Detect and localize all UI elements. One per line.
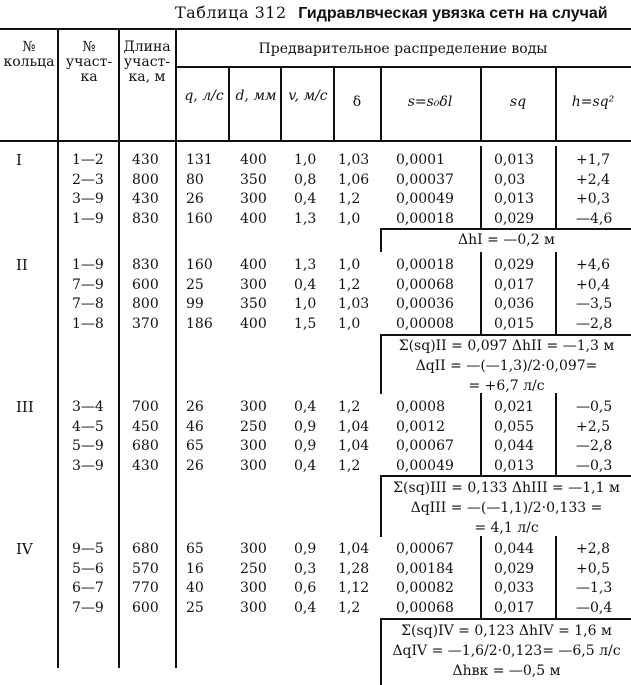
cell-length: 770 [132, 580, 159, 596]
cell-v: 0,4 [294, 276, 317, 293]
cell-h: —2,8 [576, 315, 613, 332]
ring-summary-line: = +6,7 л/с [468, 378, 545, 394]
cell-length: 600 [132, 276, 159, 293]
cell-d: 300 [240, 580, 267, 596]
header-ring [3, 40, 55, 70]
cell-sq: 0,013 [494, 191, 535, 207]
ring-summary-line: Δhвк = —0,5 м [452, 663, 561, 679]
cell-sq: 0,021 [494, 399, 535, 415]
cell-delta: 1,04 [338, 418, 370, 435]
cell-h: —2,8 [576, 438, 613, 454]
cell-section: 9—5 [72, 541, 104, 557]
cell-h: +0,4 [576, 276, 610, 293]
cell-section: 7—9 [72, 599, 104, 616]
cell-s: 0,00018 [396, 210, 454, 227]
ring-summary-line: Σ(sq)IV = 0,123 ΔhIV = 1,6 м [401, 623, 612, 639]
cell-section: 4—5 [72, 418, 104, 435]
cell-section: 3—4 [72, 399, 104, 415]
cell-sq: 0,029 [494, 257, 535, 273]
cell-length: 430 [132, 457, 159, 474]
ring-label: III [16, 398, 34, 416]
header-sq: sq [509, 94, 527, 110]
cell-h: +1,7 [576, 152, 610, 168]
cell-v: 0,8 [294, 171, 317, 188]
cell-v: 0,9 [294, 541, 317, 557]
ring-summary-line: ΔhI = —0,2 м [458, 232, 555, 248]
cell-v: 0,9 [294, 418, 317, 435]
cell-length: 430 [132, 152, 159, 168]
cell-d: 400 [240, 257, 267, 273]
header-q: q, л/с [184, 88, 224, 104]
cell-sq: 0,029 [494, 560, 535, 577]
cell-length: 800 [132, 171, 159, 188]
cell-s: 0,00018 [396, 257, 454, 273]
cell-section: 1—9 [72, 257, 104, 273]
cell-h: —3,5 [576, 296, 613, 312]
ring-label: I [16, 151, 22, 169]
cell-section: 6—7 [72, 580, 104, 596]
cell-length: 600 [132, 599, 159, 616]
cell-s: 0,00082 [396, 580, 454, 596]
cell-length: 430 [132, 191, 159, 207]
header-section [62, 40, 116, 85]
header-length-label: Длина участка, м [123, 39, 171, 85]
cell-q: 65 [186, 541, 204, 557]
cell-h: —4,6 [576, 210, 613, 227]
ring-summary-line: ΔqII = —(—1,3)/2·0,097= [415, 358, 598, 374]
cell-section: 1—8 [72, 315, 104, 332]
header-d: d, мм [235, 88, 277, 104]
cell-sq: 0,055 [494, 418, 535, 435]
table-caption [175, 3, 608, 23]
cell-s: 0,00036 [396, 296, 454, 312]
cell-sq: 0,044 [494, 541, 535, 557]
cell-v: 1,5 [294, 315, 317, 332]
cell-d: 400 [240, 315, 267, 332]
cell-length: 680 [132, 541, 159, 557]
cell-v: 1,0 [294, 152, 317, 168]
cell-length: 370 [132, 315, 159, 332]
header-h: h=sq² [571, 94, 615, 110]
cell-length: 450 [132, 418, 159, 435]
cell-h: —0,3 [576, 457, 613, 474]
cell-v: 1,0 [294, 296, 317, 312]
cell-s: 0,00184 [396, 560, 454, 577]
cell-v: 1,3 [294, 257, 317, 273]
cell-s: 0,00037 [396, 171, 454, 188]
cell-q: 25 [186, 276, 204, 293]
cell-sq: 0,013 [494, 152, 535, 168]
cell-length: 700 [132, 399, 159, 415]
cell-delta: 1,03 [338, 152, 370, 168]
cell-q: 65 [186, 438, 204, 454]
cell-q: 160 [186, 210, 213, 227]
cell-d: 300 [240, 457, 267, 474]
ring-summary-line: ΔqIII = —(—1,1)/2·0,133 = [410, 500, 603, 516]
cell-delta: 1,04 [338, 541, 370, 557]
cell-delta: 1,0 [338, 315, 361, 332]
cell-v: 0,4 [294, 399, 317, 415]
cell-s: 0,00049 [396, 191, 454, 207]
cell-v: 0,4 [294, 457, 317, 474]
cell-h: —0,5 [576, 399, 613, 415]
cell-section: 3—9 [72, 457, 104, 474]
cell-h: +0,3 [576, 191, 610, 207]
header-s: s=s₀δl [407, 94, 453, 110]
cell-s: 0,0012 [396, 418, 445, 435]
header-group: Предварительное распределение воды [258, 41, 548, 57]
cell-q: 186 [186, 315, 213, 332]
cell-h: +4,6 [576, 257, 610, 273]
cell-q: 40 [186, 580, 204, 596]
cell-section: 1—9 [72, 210, 104, 227]
cell-delta: 1,28 [338, 560, 370, 577]
cell-s: 0,00068 [396, 599, 454, 616]
cell-q: 26 [186, 457, 204, 474]
ring-summary-line: ΔqIV = —1,6/2·0,123= —6,5 л/с [392, 643, 621, 659]
cell-length: 800 [132, 296, 159, 312]
cell-length: 830 [132, 257, 159, 273]
cell-h: +0,5 [576, 560, 610, 577]
cell-h: +2,8 [576, 541, 610, 557]
cell-q: 25 [186, 599, 204, 616]
cell-v: 1,3 [294, 210, 317, 227]
ring-summary-line: Σ(sq)III = 0,133 ΔhIII = —1,1 м [393, 480, 620, 496]
header-ring-label: № кольца [3, 39, 55, 70]
cell-s: 0,0008 [396, 399, 445, 415]
cell-h: —0,4 [576, 599, 613, 616]
cell-length: 570 [132, 560, 159, 577]
cell-d: 400 [240, 210, 267, 227]
ring-label: II [16, 256, 28, 274]
header-delta: δ [352, 94, 362, 110]
cell-section: 1—2 [72, 152, 104, 168]
cell-d: 300 [240, 399, 267, 415]
cell-q: 16 [186, 560, 204, 577]
table-title: Гидравлвческая увязка сетн на случай [298, 5, 608, 22]
cell-delta: 1,2 [338, 457, 361, 474]
cell-q: 26 [186, 191, 204, 207]
cell-d: 250 [240, 560, 267, 577]
cell-section: 5—9 [72, 438, 104, 454]
cell-delta: 1,0 [338, 257, 361, 273]
cell-d: 300 [240, 599, 267, 616]
cell-delta: 1,2 [338, 599, 361, 616]
cell-sq: 0,013 [494, 457, 535, 474]
cell-s: 0,00068 [396, 276, 454, 293]
cell-section: 7—8 [72, 296, 104, 312]
cell-delta: 1,06 [338, 171, 370, 188]
cell-sq: 0,033 [494, 580, 535, 596]
cell-delta: 1,0 [338, 210, 361, 227]
cell-sq: 0,044 [494, 438, 535, 454]
cell-s: 0,00008 [396, 315, 454, 332]
cell-s: 0,00067 [396, 541, 454, 557]
cell-sq: 0,017 [494, 599, 535, 616]
cell-d: 300 [240, 541, 267, 557]
header-section-label: № участка [65, 39, 113, 85]
cell-d: 250 [240, 418, 267, 435]
cell-d: 350 [240, 171, 267, 188]
cell-length: 680 [132, 438, 159, 454]
cell-h: +2,4 [576, 171, 610, 188]
table-number: Таблица 312 [175, 3, 287, 22]
cell-q: 26 [186, 399, 204, 415]
cell-v: 0,3 [294, 560, 317, 577]
cell-sq: 0,029 [494, 210, 535, 227]
header-length [120, 40, 174, 85]
cell-q: 131 [186, 152, 213, 168]
cell-s: 0,00049 [396, 457, 454, 474]
cell-section: 7—9 [72, 276, 104, 293]
cell-h: +2,5 [576, 418, 610, 435]
cell-h: —1,3 [576, 580, 613, 596]
cell-d: 300 [240, 276, 267, 293]
cell-v: 0,9 [294, 438, 317, 454]
cell-delta: 1,2 [338, 191, 361, 207]
ring-label: IV [16, 540, 33, 558]
cell-delta: 1,2 [338, 399, 361, 415]
cell-q: 46 [186, 418, 204, 435]
cell-q: 160 [186, 257, 213, 273]
ring-summary-line: Σ(sq)II = 0,097 ΔhII = —1,3 м [398, 338, 615, 354]
cell-d: 350 [240, 296, 267, 312]
cell-d: 300 [240, 191, 267, 207]
cell-sq: 0,03 [494, 171, 526, 188]
cell-v: 0,6 [294, 580, 317, 596]
cell-delta: 1,2 [338, 276, 361, 293]
cell-q: 80 [186, 171, 204, 188]
cell-q: 99 [186, 296, 204, 312]
cell-length: 830 [132, 210, 159, 227]
cell-s: 0,0001 [396, 152, 445, 168]
cell-sq: 0,036 [494, 296, 535, 312]
ring-summary-line: = 4,1 л/с [474, 520, 539, 536]
cell-section: 5—6 [72, 560, 104, 577]
cell-v: 0,4 [294, 599, 317, 616]
cell-v: 0,4 [294, 191, 317, 207]
header-v: v, м/с [288, 88, 328, 104]
cell-delta: 1,12 [338, 580, 370, 596]
cell-sq: 0,017 [494, 276, 535, 293]
cell-sq: 0,015 [494, 315, 535, 332]
cell-d: 400 [240, 152, 267, 168]
cell-section: 2—3 [72, 171, 104, 188]
cell-section: 3—9 [72, 191, 104, 207]
cell-delta: 1,04 [338, 438, 370, 454]
cell-delta: 1,03 [338, 296, 370, 312]
cell-s: 0,00067 [396, 438, 454, 454]
cell-d: 300 [240, 438, 267, 454]
